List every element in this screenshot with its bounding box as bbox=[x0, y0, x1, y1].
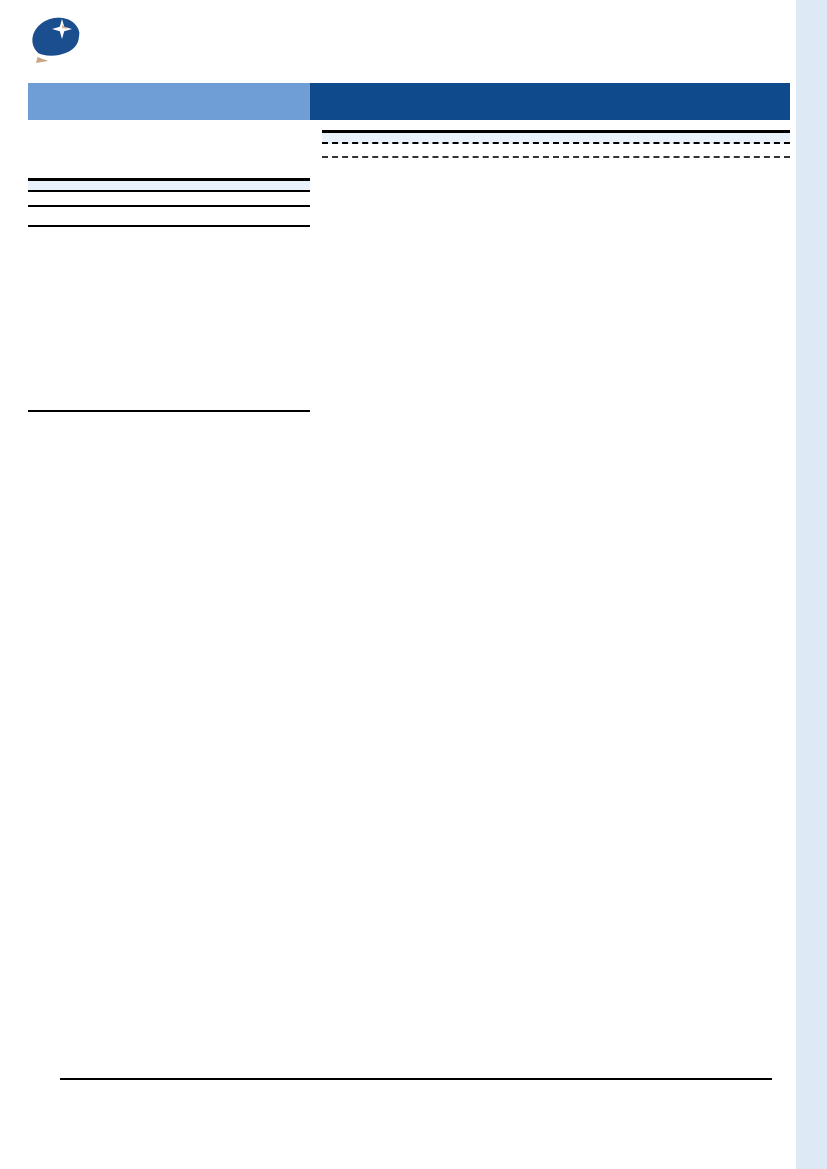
report-page bbox=[28, 0, 790, 420]
focus-header bbox=[322, 130, 790, 144]
page-footer bbox=[60, 1078, 772, 1097]
market-data-table bbox=[28, 192, 310, 207]
banner-left-label bbox=[28, 83, 310, 120]
chart-section-title bbox=[28, 220, 310, 227]
focus-body bbox=[322, 144, 790, 148]
left-column bbox=[28, 130, 310, 420]
report-header bbox=[28, 0, 790, 72]
analyst-block bbox=[28, 410, 310, 420]
title-banner bbox=[28, 83, 790, 120]
trend-chart-block bbox=[28, 242, 310, 392]
report-date bbox=[28, 134, 310, 178]
column-header-index-name bbox=[28, 192, 310, 206]
focus-end-divider bbox=[322, 156, 790, 158]
brand-logo-icon bbox=[28, 11, 84, 72]
trend-chart bbox=[28, 245, 310, 387]
market-data-header-row bbox=[28, 192, 310, 206]
market-data-header bbox=[28, 178, 310, 192]
page-right-margin-strip bbox=[796, 0, 827, 1169]
right-column bbox=[322, 130, 790, 420]
banner-right-label bbox=[310, 83, 790, 120]
brand-logo bbox=[28, 11, 93, 72]
